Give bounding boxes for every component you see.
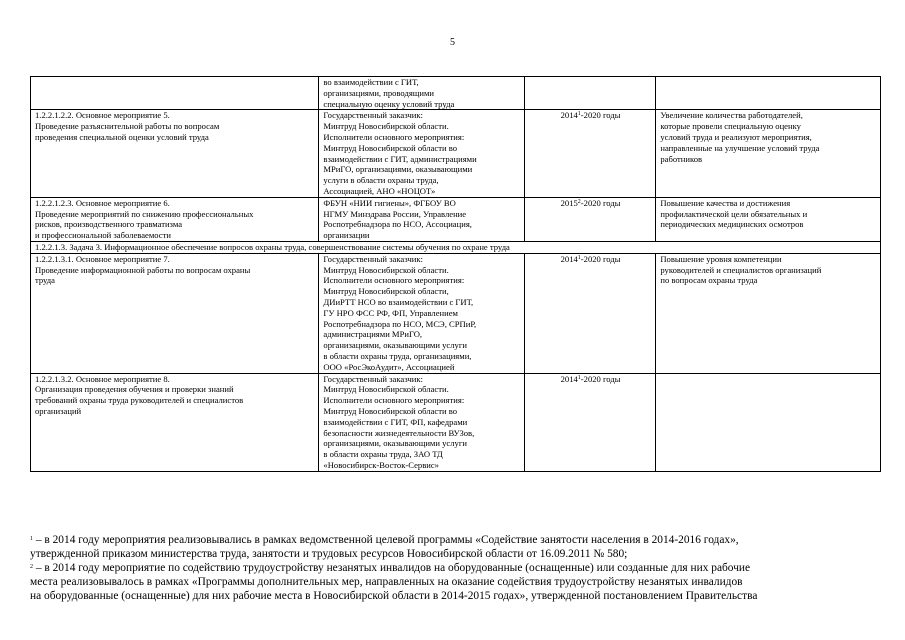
executors-cell (319, 373, 524, 471)
expected-result-cell (656, 197, 881, 241)
executor-line: ООО «РосЭкоАудит», Ассоциацией (323, 361, 455, 372)
expected-result-cell (656, 77, 881, 110)
activity-title-line: Проведение информационной работы по вопросам охраны (35, 264, 251, 275)
footnote-mark: 1 (30, 536, 33, 542)
footnote-line (30, 533, 881, 547)
footnote-text: утвержденной приказом министерства труда, занятости и трудовых ресурсов Новосибирской области от 16.09.2011 № 580; (30, 548, 628, 560)
executor-line: Минтруд Новосибирской области, (323, 286, 449, 297)
activity-title-line: рисков, производственного травматизма (35, 219, 183, 230)
expected-result-cell (656, 253, 881, 373)
expected-result-line: которые провели специальную оценку (660, 121, 801, 132)
executors-cell (319, 110, 524, 197)
executor-line: Минтруд Новосибирской области во (323, 142, 458, 153)
period-end: -2020 годы (580, 373, 621, 384)
executor-line: Роспотребнадзора по НСО, МСЭ, СРПиР, (323, 318, 477, 329)
activity-title-line: и профессиональной заболеваемости (35, 230, 171, 241)
executor-line: Минтруд Новосибирской области. (323, 121, 449, 132)
activity-id: 1.2.2.1.2.3. Основное мероприятие 6. (35, 197, 170, 208)
expected-result-line: Повышение качества и достижения (660, 197, 791, 208)
executors-cell (319, 197, 524, 241)
footnote-ref: 1 (577, 111, 581, 118)
executor-line: в области охраны труда, организациями, (323, 350, 472, 361)
expected-result-line: Увеличение количества работодателей, (660, 110, 803, 121)
period-cell (524, 253, 656, 373)
executor-line: во взаимодействии с ГИТ, (323, 77, 419, 87)
activity-title-line: Проведение разъяснительной работы по вопросам (35, 121, 220, 132)
executor-line: специальную оценку условий труда (323, 98, 455, 109)
footnote-line (30, 561, 881, 575)
executor-line: услуги в области охраны труда, (323, 175, 439, 186)
executor-line: НГМУ Минздрава России, Управление (323, 208, 467, 219)
executor-line: Государственный заказчик: (323, 373, 423, 384)
executor-line: в области охраны труда, ЗАО ТД (323, 449, 443, 460)
activity-row (31, 110, 881, 197)
expected-result-line: профилактической цели обязательных и (660, 208, 808, 219)
period-end: -2020 годы (580, 197, 621, 208)
executor-line: Минтруд Новосибирской области. (323, 264, 449, 275)
executor-line: Исполнители основного мероприятия: (323, 395, 465, 406)
executor-line: организациями, оказывающими услуги (323, 438, 467, 449)
activities-table (30, 76, 881, 472)
activity-title-line: проведения специальной оценки условий труда (35, 131, 209, 142)
expected-result-line: по вопросам охраны труда (660, 275, 758, 286)
activity-title-cell (31, 77, 319, 110)
period-start: 2014 (560, 253, 578, 264)
executor-line: Минтруд Новосибирской области во (323, 405, 458, 416)
executor-line: Минтруд Новосибирской области. (323, 384, 449, 395)
executor-line: Государственный заказчик: (323, 253, 423, 264)
executor-line: Государственный заказчик: (323, 110, 423, 121)
task-cell (31, 241, 881, 253)
executor-line: организации (323, 230, 370, 241)
footnote (30, 561, 881, 603)
footnote-text: – в 2014 году мероприятия реализовывались в рамках ведомственной целевой программы «Содействие занятости населения в 2014-2016 годах», (33, 534, 739, 546)
activity-row (31, 197, 881, 241)
expected-result-line: Повышение уровня компетенции (660, 253, 782, 264)
footnote-text: места реализовывалось в рамках «Программы дополнительных мер, направленных на оказание содействия трудоустройству незанятых инвалидов (30, 576, 743, 588)
executor-line: ФБУН «НИИ гигиены», ФГБОУ ВО (323, 197, 456, 208)
period-cell (524, 110, 656, 197)
period-end: -2020 годы (580, 110, 621, 121)
footnote-line (30, 589, 881, 603)
executor-line: МРиГО, организациями, оказывающими (323, 164, 473, 175)
page-number: 5 (450, 37, 455, 48)
expected-result-cell (656, 110, 881, 197)
activities-table-body (31, 77, 881, 472)
executor-line: организациями, оказывающими услуги (323, 340, 467, 351)
activity-id: 1.2.2.1.3.1. Основное мероприятие 7. (35, 253, 170, 264)
activity-id: 1.2.2.1.3.2. Основное мероприятие 8. (35, 373, 170, 384)
footnote-mark: 2 (30, 564, 33, 570)
footnotes (30, 533, 881, 603)
executor-line: ДИиРТТ НСО во взаимодействии с ГИТ, (323, 296, 474, 307)
footnote (30, 533, 881, 561)
footnote-text: на оборудованные (оснащенные) для них рабочие места в Новосибирской области в 2014-2015 годах», утвержденной постановлением Правительства (30, 590, 758, 602)
expected-result-line: работников (660, 153, 703, 164)
footnote-ref: 2 (577, 198, 581, 205)
executor-line: Исполнители основного мероприятия: (323, 131, 465, 142)
expected-result-line: направленные на улучшение условий труда (660, 142, 820, 153)
period-start: 2014 (560, 373, 578, 384)
activity-row (31, 77, 881, 110)
activity-title-cell (31, 253, 319, 373)
executors-cell (319, 253, 524, 373)
executor-line: Ассоциацией, АНО «НОЦОТ» (323, 185, 436, 196)
expected-result-line: периодических медицинских осмотров (660, 219, 804, 230)
period-cell (524, 197, 656, 241)
activity-row (31, 253, 881, 373)
executor-line: безопасности жизнедеятельности ВУЗов, (323, 427, 475, 438)
period-cell (524, 77, 656, 110)
executors-cell (319, 77, 524, 110)
footnote-ref: 1 (577, 374, 581, 381)
activity-title-cell (31, 197, 319, 241)
executor-line: администрациями МРиГО, (323, 329, 423, 340)
period-end: -2020 годы (580, 253, 621, 264)
activity-title-line: требований охраны труда руководителей и специалистов (35, 395, 244, 406)
expected-result-cell (656, 373, 881, 471)
activity-row (31, 373, 881, 471)
task-row (31, 241, 881, 253)
period-start: 2015 (560, 197, 578, 208)
executor-line: организациями, проводящими (323, 87, 435, 98)
executor-line: Исполнители основного мероприятия: (323, 275, 465, 286)
activity-title-line: Организация проведения обучения и проверки знаний (35, 384, 234, 395)
period-cell (524, 373, 656, 471)
executor-line: взаимодействии с ГИТ, ФП, кафедрами (323, 416, 468, 427)
activity-title-cell (31, 373, 319, 471)
footnote-line (30, 575, 881, 589)
executor-line: ГУ НРО ФСС РФ, ФП, Управлением (323, 307, 458, 318)
period-start: 2014 (560, 110, 578, 121)
activity-id: 1.2.2.1.2.2. Основное мероприятие 5. (35, 110, 170, 121)
task-text: 1.2.2.1.3. Задача 3. Информационное обеспечение вопросов охраны труда, совершенствование системы обучения по охране труда (35, 241, 510, 252)
expected-result-line: руководителей и специалистов организаций (660, 264, 822, 275)
footnote-line (30, 547, 881, 561)
expected-result-line: условий труда и реализуют мероприятия, (660, 131, 812, 142)
footnote-text: – в 2014 году мероприятие по содействию трудоустройству незанятых инвалидов на оборудованные (оснащенные) или созданные для них рабочие (33, 562, 751, 574)
activity-title-line: труда (35, 275, 55, 286)
executor-line: «Новосибирск-Восток-Сервис» (323, 459, 439, 470)
activity-title-line: Проведение мероприятий по снижению профессиональных (35, 208, 254, 219)
footnote-ref: 1 (577, 254, 581, 261)
activity-title-line: организаций (35, 405, 82, 416)
executor-line: взаимодействии с ГИТ, администрациями (323, 153, 477, 164)
executor-line: Роспотребнадзора по НСО, Ассоциация, (323, 219, 472, 230)
activity-title-cell (31, 110, 319, 197)
